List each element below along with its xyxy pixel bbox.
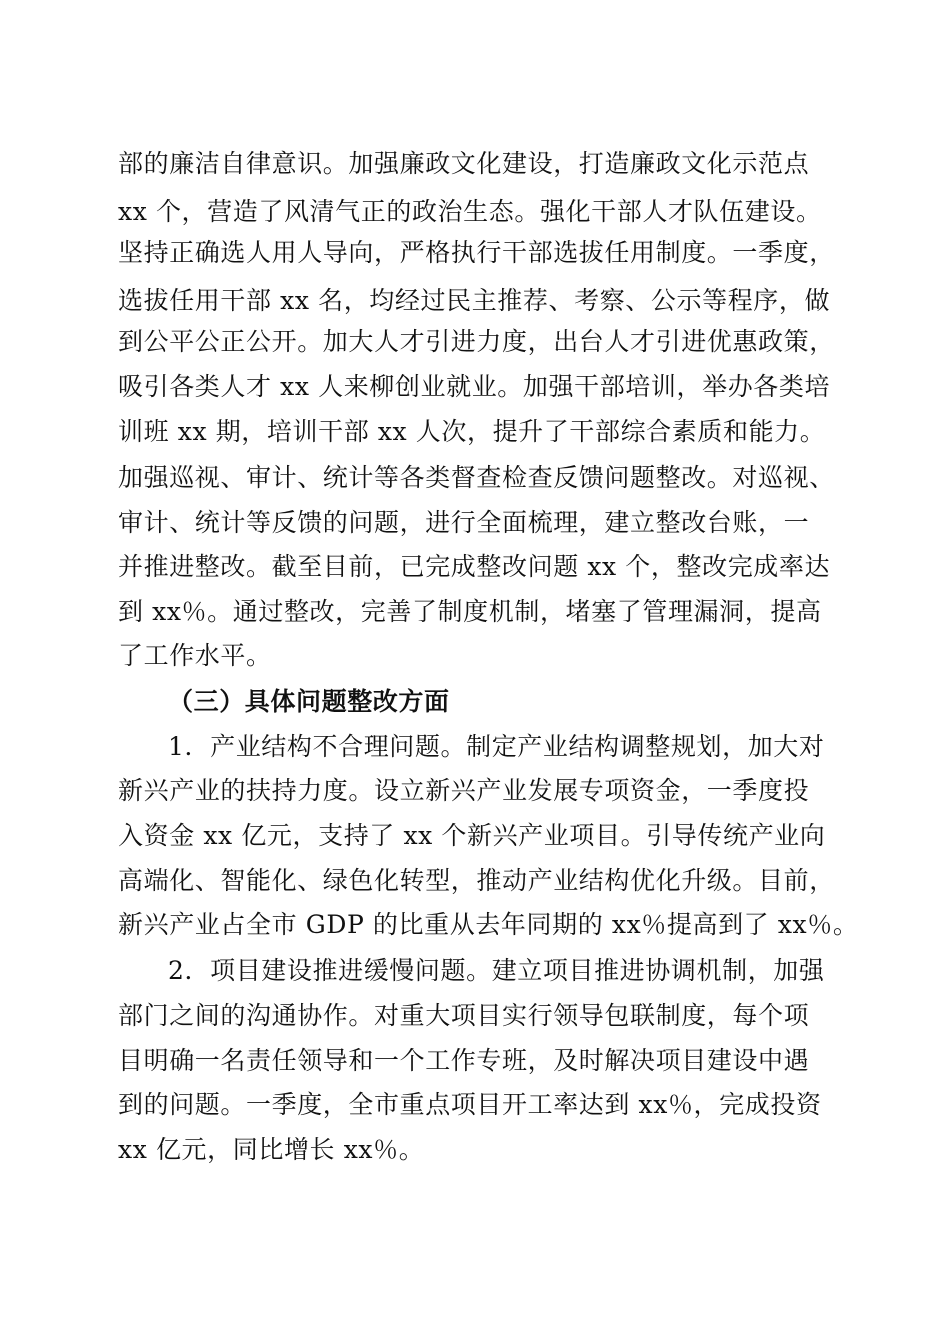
- body-text-line: xx 个，营造了风清气正的政治生态。强化干部人才队伍建设。: [118, 197, 822, 226]
- section-heading: （三）具体问题整改方面: [168, 687, 450, 716]
- item-text-line: 到的问题。一季度，全市重点项目开工率达到 xx％，完成投资: [118, 1090, 822, 1119]
- item-text-line: 1．产业结构不合理问题。制定产业结构调整规划，加大对: [168, 732, 825, 761]
- body-text-line: 坚持正确选人用人导向，严格执行干部选拔任用制度。一季度，: [118, 238, 835, 267]
- body-text-line: 到公平公正公开。加大人才引进力度，出台人才引进优惠政策，: [118, 327, 835, 356]
- item-text-line: xx 亿元，同比增长 xx％。: [118, 1135, 425, 1164]
- item-text-line: 入资金 xx 亿元，支持了 xx 个新兴产业项目。引导传统产业向: [118, 821, 826, 850]
- body-text-line: 吸引各类人才 xx 人来柳创业就业。加强干部培训，举办各类培: [118, 372, 831, 401]
- item-text-line: 2．项目建设推进缓慢问题。建立项目推进协调机制，加强: [168, 956, 825, 985]
- item-text-line: 目明确一名责任领导和一个工作专班，及时解决项目建设中遇: [118, 1046, 810, 1075]
- item-text-line: 部门之间的沟通协作。对重大项目实行领导包联制度，每个项: [118, 1001, 810, 1030]
- body-text-line: 了工作水平。: [118, 641, 272, 670]
- body-text-line: 到 xx％。通过整改，完善了制度机制，堵塞了管理漏洞，提高: [118, 597, 822, 626]
- body-text-line: 加强巡视、审计、统计等各类督查检查反馈问题整改。对巡视、: [118, 463, 835, 492]
- body-text-line: 审计、统计等反馈的问题，进行全面梳理，建立整改台账，一: [118, 508, 810, 537]
- item-text-line: 高端化、智能化、绿色化转型，推动产业结构优化升级。目前，: [118, 866, 835, 895]
- body-text-line: 选拔任用干部 xx 名，均经过民主推荐、考察、公示等程序，做: [118, 286, 831, 315]
- item-text-line: 新兴产业占全市 GDP 的比重从去年同期的 xx％提高到了 xx％。: [118, 910, 859, 939]
- body-text-line: 并推进整改。截至目前，已完成整改问题 xx 个，整改完成率达: [118, 552, 831, 581]
- item-text-line: 新兴产业的扶持力度。设立新兴产业发展专项资金，一季度投: [118, 776, 810, 805]
- body-text-line: 部的廉洁自律意识。加强廉政文化建设，打造廉政文化示范点: [118, 149, 810, 178]
- body-text-line: 训班 xx 期，培训干部 xx 人次，提升了干部综合素质和能力。: [118, 417, 826, 446]
